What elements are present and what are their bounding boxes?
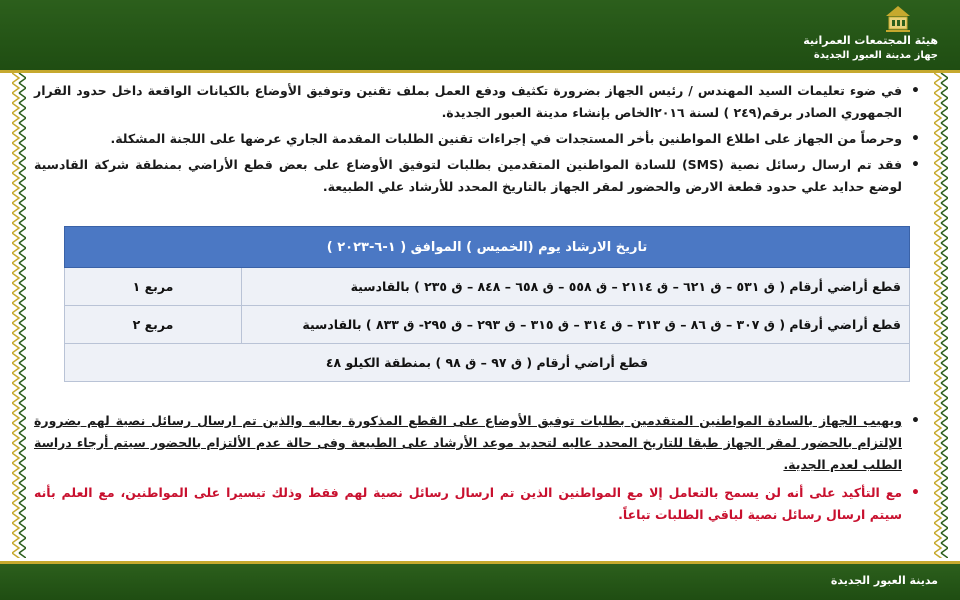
table-cell-km48: قطع أراضي أرقام ( ق ٩٧ – ق ٩٨ ) بمنطقة الكيلو ٤٨ (65, 344, 910, 382)
right-pattern-decoration (934, 73, 948, 558)
table-cell-plots: قطع أراضي أرقام ( ق ٥٣١ – ق ٦٢١ – ق ٢١١٤ – ق ٥٥٨ – ق ٦٥٨ – ٨٤٨ – ق ٢٣٥ ) بالقادسية (242, 268, 910, 306)
org-subtitle: جهاز مدينة العبور الجديدة (813, 50, 938, 61)
schedule-table-wrap (64, 226, 910, 382)
table-row (65, 306, 910, 344)
bullet-warning: • مع التأكيد على أنه لن يسمح بالتعامل إلا مع المواطنين الذين تم ارسال رسائل نصية لهم فقط وذلك تيسيرا على المواطنين، مع العلم بأنه سيتم ارسال رسائل نصية لباقي الطلبات تباعاً. (34, 482, 924, 526)
schedule-table (64, 226, 910, 382)
table-row (65, 344, 910, 382)
table-cell-square: مربع ١ (65, 268, 242, 306)
bullet-intro: • في ضوء تعليمات السيد المهندس / رئيس الجهاز بضرورة تكثيف ودفع العمل بملف تقنين وتوفيق الأوضاع بالكيانات الواقعة داخل حدود القرار الجمهوري الصادر برقم(٢٤٩ ) لسنة ٢٠١٦الخاص بإنشاء مدينة العبور الجديدة. (34, 80, 924, 124)
table-header-date: تاريخ الارشاد يوم (الخميس ) الموافق ( ١-٦-٢٠٢٣ ) (65, 227, 910, 268)
table-cell-plots: قطع أراضي أرقام ( ق ٣٠٧ – ق ٨٦ – ق ٣١٣ – ق ٣١٤ – ق ٣١٥ – ق ٢٩٣ – ق ٢٩٥- ق ٨٣٣ ) بالقادسية (242, 306, 910, 344)
org-name: هيئة المجتمعات العمرانية (803, 34, 938, 47)
authority-logo-icon (880, 4, 916, 34)
footer-bar (0, 561, 960, 600)
header-bar (0, 0, 960, 70)
table-row (65, 268, 910, 306)
bullet-notice: • ويهيب الجهاز بالسادة المواطنين المتقدمين بطلبات توفيق الأوضاع على القطع المذكورة بعاليه والذين تم ارسال رسائل نصية لهم بضرورة الإلتزام بالحضور لمقر الجهاز طبقا للتاريخ المحدد عاليه لتحديد موعد الأرشاد على الطبيعة وفى حالة عدم الألتزام بالحضور سيتم أرجاء دراسة الطلب لعدم الجدية. (34, 410, 924, 476)
header-divider (0, 70, 960, 73)
announcement-body (34, 80, 924, 202)
footer-city-name: مدينة العبور الجديدة (830, 574, 938, 587)
bullet-updates: • وحرصاً من الجهاز على اطلاع المواطنين بأخر المستجدات في إجراءات تقنين الطلبات المقدمة الجاري عرضها على اللجنة المشكلة. (34, 128, 924, 150)
table-cell-square: مربع ٢ (65, 306, 242, 344)
bullet-sms: • فقد تم ارسال رسائل نصية (SMS) للسادة المواطنين المتقدمين بطلبات لتوفيق الأوضاع على بعض قطع الأراضي بمنطقة شركة القادسية لوضع حدايد علي حدود قطعة الارض والحضور لمقر الجهاز بالتاريخ المحدد للأرشاد علي الطبيعة. (34, 154, 924, 198)
left-pattern-decoration (12, 73, 26, 558)
announcement-closing (34, 410, 924, 530)
